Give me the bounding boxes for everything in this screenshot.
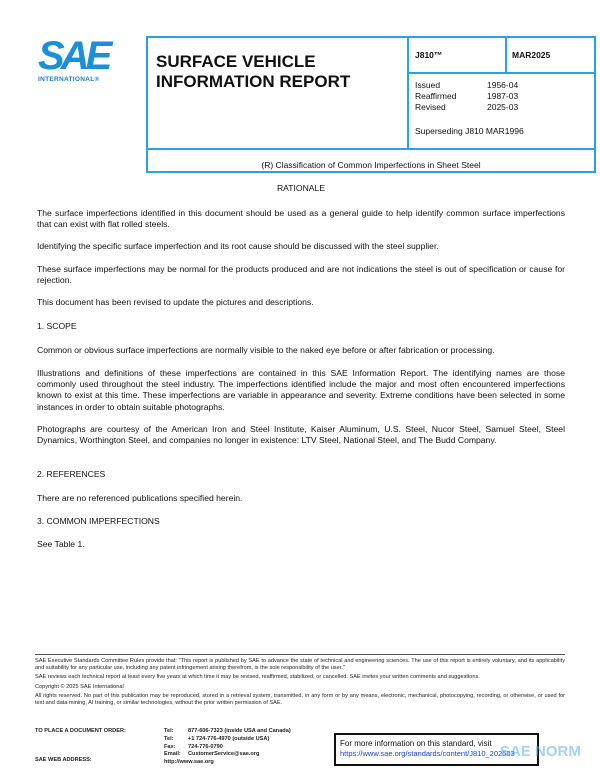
contact-label: Tel:: [164, 728, 174, 734]
logo-subtitle: INTERNATIONAL®: [38, 76, 100, 83]
paragraph: Photographs are courtesy of the American Iron and Steel Institute, Kaiser Aluminum, U.S. Steel, Nucor Steel, Samuel Steel, Steel Dynamics, Worthington Steel, and companies no longer in existence: LTV Steel, National Steel, and The Budd Company.: [37, 424, 565, 446]
history-value: 1956-04: [487, 80, 519, 90]
footer-copyright: Copyright © 2025 SAE International: [35, 683, 124, 690]
paragraph: This document has been revised to update the pictures and descriptions.: [37, 297, 314, 307]
info-link[interactable]: https://www.sae.org/standards/content/J810_202503: [340, 749, 515, 758]
info-text: For more information on this standard, visit: [340, 739, 492, 748]
scope-heading: 1. SCOPE: [37, 321, 77, 331]
history-row: [415, 102, 594, 113]
contact-list: [164, 728, 291, 767]
rationale-heading: RATIONALE: [276, 183, 326, 193]
contact-label: Email:: [164, 751, 181, 758]
contact-label: Fax:: [164, 743, 176, 750]
paragraph: There are no referenced publications specified herein.: [37, 493, 243, 503]
report-type-line2: INFORMATION REPORT: [156, 72, 351, 91]
paragraph: Identifying the specific surface imperfection and its root cause should be discussed with the steel supplier.: [37, 241, 439, 251]
web-label: SAE WEB ADDRESS:: [35, 757, 92, 763]
footer-rights: All rights reserved. No part of this publication may be reproduced, stored in a retrieval system, transmitted, in any form or by any means, electronic, mechanical, photocopying, recording, or otherwise, or used for text and data mining, AI training, or similar technologies, without the prior written permission of SAE.: [35, 692, 565, 707]
history-value: 2025-03: [487, 102, 519, 112]
history-label: Reaffirmed: [415, 91, 457, 101]
order-label: TO PLACE A DOCUMENT ORDER:: [35, 728, 126, 734]
web-link[interactable]: http://www.sae.org: [164, 759, 214, 766]
report-type-cell: [148, 38, 409, 150]
paragraph: Common or obvious surface imperfections are normally visible to the naked eye before or after fabrication or processing.: [37, 345, 495, 355]
doc-number-cell: [409, 38, 507, 74]
paragraph: The surface imperfections identified in this document should be used as a general guide to help identify common surface imperfections that can exist with flat rolled steels.: [37, 208, 565, 230]
history-row: [415, 91, 594, 102]
contact-value: 724-776-0790: [188, 743, 223, 750]
history-row: [415, 80, 594, 91]
references-heading: 2. REFERENCES: [37, 469, 106, 479]
report-type-line1: SURFACE VEHICLE: [156, 52, 316, 71]
doc-date-cell: [507, 38, 594, 74]
watermark: SAE NORM: [500, 743, 581, 760]
footer-divider: [35, 654, 565, 655]
footer-notes: [35, 658, 565, 707]
paragraph: Illustrations and definitions of these imperfections are contained in this SAE Information Report. The identifying names are those commonly used throughout the steel industry. The imperfections identified include the major and most often encountered imperfections known to exist at this time. These imperfections are variable in appearance and severity. Extreme conditions have been selected in some instances in order to obtain suitable photographs.: [37, 368, 565, 412]
paragraph: See Table 1.: [37, 539, 85, 549]
contact-label: Tel:: [164, 735, 174, 742]
header-box: [146, 36, 596, 173]
history-label: Revised: [415, 102, 446, 112]
logo-mark: SAE: [38, 34, 109, 78]
superseding: Superseding J810 MAR1996: [415, 126, 524, 136]
contact-value: +1 724-776-4970 (outside USA): [188, 735, 270, 742]
doc-title-cell: [148, 150, 594, 171]
history-value: 1987-03: [487, 91, 519, 101]
history-label: Issued: [415, 80, 441, 90]
sae-logo: [38, 34, 120, 83]
footer-rules: SAE Executive Standards Committee Rules provide that: "This report is published by SAE to advance the state of technical and engineering sciences. The use of this report is entirely voluntary, and its applicability and suitability for any particular use, including any patent infringement arising therefrom, is the sole responsibility of the user.": [35, 658, 565, 672]
imperfections-heading: 3. COMMON IMPERFECTIONS: [37, 516, 160, 526]
contact-value: 877-606-7323 (inside USA and Canada): [188, 728, 291, 734]
history-cell: [409, 74, 594, 150]
doc-number: J810™: [415, 50, 443, 60]
doc-date: MAR2025: [512, 50, 551, 60]
footer-review: SAE reviews each technical report at least every five years at which time it may be revised, reaffirmed, stabilized, or cancelled. SAE invites your written comments and suggestions.: [35, 674, 480, 681]
contact-value: CustomerService@sae.org: [188, 751, 260, 758]
doc-title: (R) Classification of Common Imperfections in Sheet Steel: [261, 160, 481, 170]
paragraph: These surface imperfections may be normal for the products produced and are not indications the steel is out of specification or cause for rejection.: [37, 264, 565, 286]
